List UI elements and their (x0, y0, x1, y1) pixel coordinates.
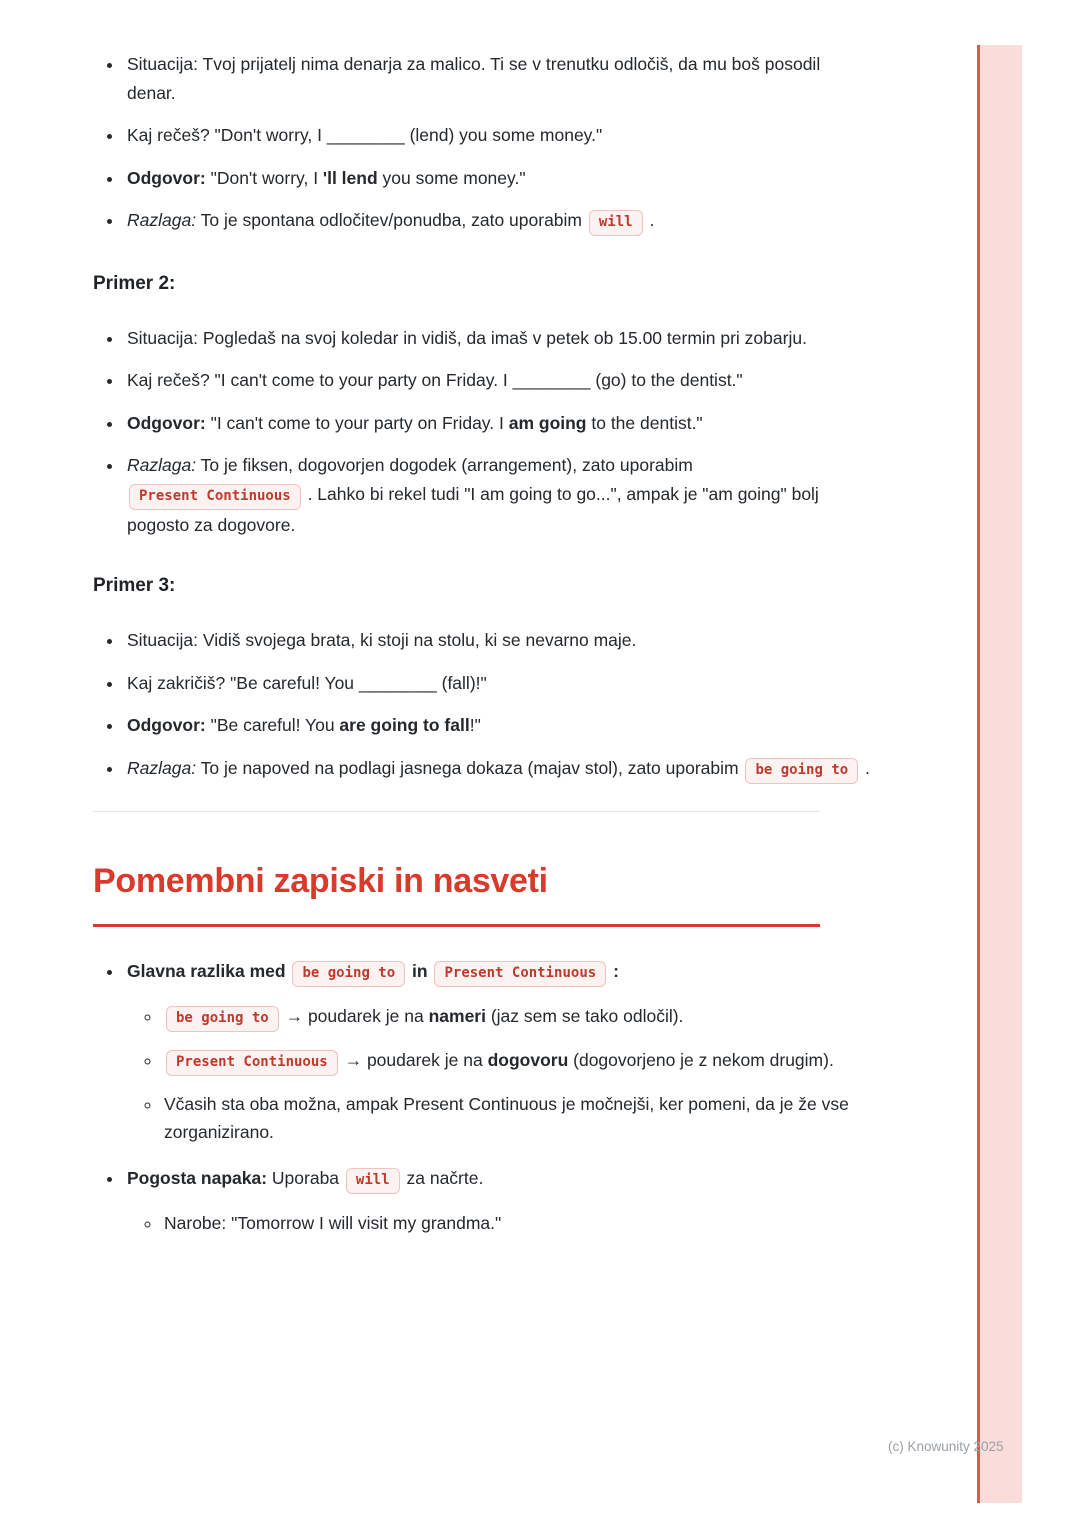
list-item (124, 50, 873, 107)
text-segment (428, 961, 433, 981)
list-item-text (127, 961, 619, 981)
text-segment: To je fiksen, dogovorjen dogodek (arrangement), zato uporabim (196, 455, 693, 476)
copyright-footer: (c) Knowunity 2025 (888, 1439, 1004, 1454)
text-segment: Kaj rečeš? "Don't worry, I ________ (lend) you some money." (127, 125, 603, 146)
text-segment: Glavna razlika med (127, 961, 286, 982)
list-item (124, 1164, 873, 1237)
text-segment: Razlaga: (127, 757, 197, 778)
text-segment: : (613, 961, 619, 982)
text-segment: Situacija: Pogledaš na svoj koledar in vidiš, da imaš v petek ob 15.00 termin pri zobarju. (127, 327, 807, 348)
page-content (93, 50, 873, 1254)
text-segment: Odgovor: (127, 167, 206, 188)
page-edge-strip (977, 45, 1022, 1503)
list-item (162, 1209, 873, 1238)
list-item (162, 1046, 873, 1077)
code-badge: Present Continuous (129, 484, 301, 510)
text-segment: za načrte. (401, 1167, 484, 1188)
code-badge: Present Continuous (434, 961, 606, 987)
list-item (124, 206, 873, 237)
text-segment: To je napoved na podlagi jasnega dokaza (majav stol), zato uporabim (196, 757, 744, 778)
text-segment: Kaj rečeš? "I can't come to your party on Friday. I ________ (go) to the dentist." (127, 370, 743, 391)
code-badge: be going to (745, 758, 858, 784)
code-badge: be going to (166, 1006, 279, 1032)
text-segment: Situacija: Tvoj prijatelj nima denarja za malico. Ti se v trenutku odločiš, da mu boš posodil denar. (127, 54, 821, 103)
example1-list (93, 50, 873, 237)
list-item (124, 957, 873, 1147)
list-item (124, 711, 873, 740)
code-badge: Present Continuous (166, 1050, 338, 1076)
text-segment: !" (469, 715, 481, 736)
text-segment: in (412, 961, 428, 982)
text-segment: . (644, 210, 655, 231)
text-segment (286, 961, 291, 981)
text-segment: Razlaga: (127, 455, 197, 476)
list-item (162, 1002, 873, 1033)
list-item (124, 164, 873, 193)
text-segment: Razlaga: (127, 210, 197, 231)
text-segment: → poudarek je na (280, 1006, 429, 1027)
list-item (124, 324, 873, 353)
text-segment: Včasih sta oba možna, ampak Present Continuous je močnejši, ker pomeni, da je že vse zorganizirano. (164, 1093, 849, 1143)
notes-section-title: Pomembni zapiski in nasveti (93, 854, 820, 927)
code-badge: will (589, 210, 643, 236)
text-segment: 'll lend (322, 167, 378, 188)
notes-sublist-difference (127, 1002, 873, 1147)
text-segment: To je spontana odločitev/ponudba, zato uporabim (196, 210, 587, 231)
example3-heading: Primer 3: (93, 575, 176, 597)
text-segment: you some money." (377, 167, 526, 188)
text-segment: am going (508, 412, 587, 433)
text-segment: Pogosta napaka: (127, 1167, 268, 1188)
list-item (124, 366, 873, 395)
list-item (124, 626, 873, 655)
code-badge: be going to (292, 961, 405, 987)
text-segment: Narobe: "Tomorrow I will visit my grandma." (164, 1212, 502, 1233)
code-badge: will (346, 1168, 400, 1194)
list-item-text (127, 1168, 483, 1188)
text-segment: to the dentist." (586, 412, 703, 433)
example3-list (93, 626, 873, 784)
list-item (124, 754, 873, 785)
list-item (124, 121, 873, 150)
list-item (124, 451, 873, 539)
list-item (124, 669, 873, 698)
text-segment: "I can't come to your party on Friday. I (205, 412, 509, 433)
notes-list (93, 957, 873, 1237)
text-segment: Uporaba (267, 1167, 344, 1188)
text-segment: . Lahko bi rekel tudi "I am going to go...", ampak je "am going" bolj pogosto za dogovore. (127, 483, 819, 535)
text-segment: → poudarek je na (339, 1049, 488, 1070)
text-segment: Odgovor: (127, 715, 206, 736)
text-segment: Kaj zakričiš? "Be careful! You ________ (fall)!" (127, 672, 487, 693)
list-item (124, 409, 873, 438)
example2-list (93, 324, 873, 539)
text-segment: are going to fall (339, 715, 470, 736)
text-segment: "Be careful! You (205, 715, 340, 736)
notes-sublist-mistake (127, 1209, 873, 1238)
text-segment: Odgovor: (127, 412, 206, 433)
text-segment: (dogovorjeno je z nekom drugim). (568, 1049, 834, 1070)
text-segment: . (860, 757, 870, 778)
text-segment: "Don't worry, I (205, 167, 323, 188)
section-divider (93, 811, 820, 812)
text-segment: (jaz sem se tako odločil). (485, 1006, 684, 1027)
example2-heading: Primer 2: (93, 272, 176, 294)
text-segment: dogovoru (487, 1049, 569, 1070)
text-segment: nameri (428, 1006, 486, 1027)
list-item (162, 1090, 873, 1147)
text-segment: Situacija: Vidiš svojega brata, ki stoji na stolu, ki se nevarno maje. (127, 630, 637, 651)
